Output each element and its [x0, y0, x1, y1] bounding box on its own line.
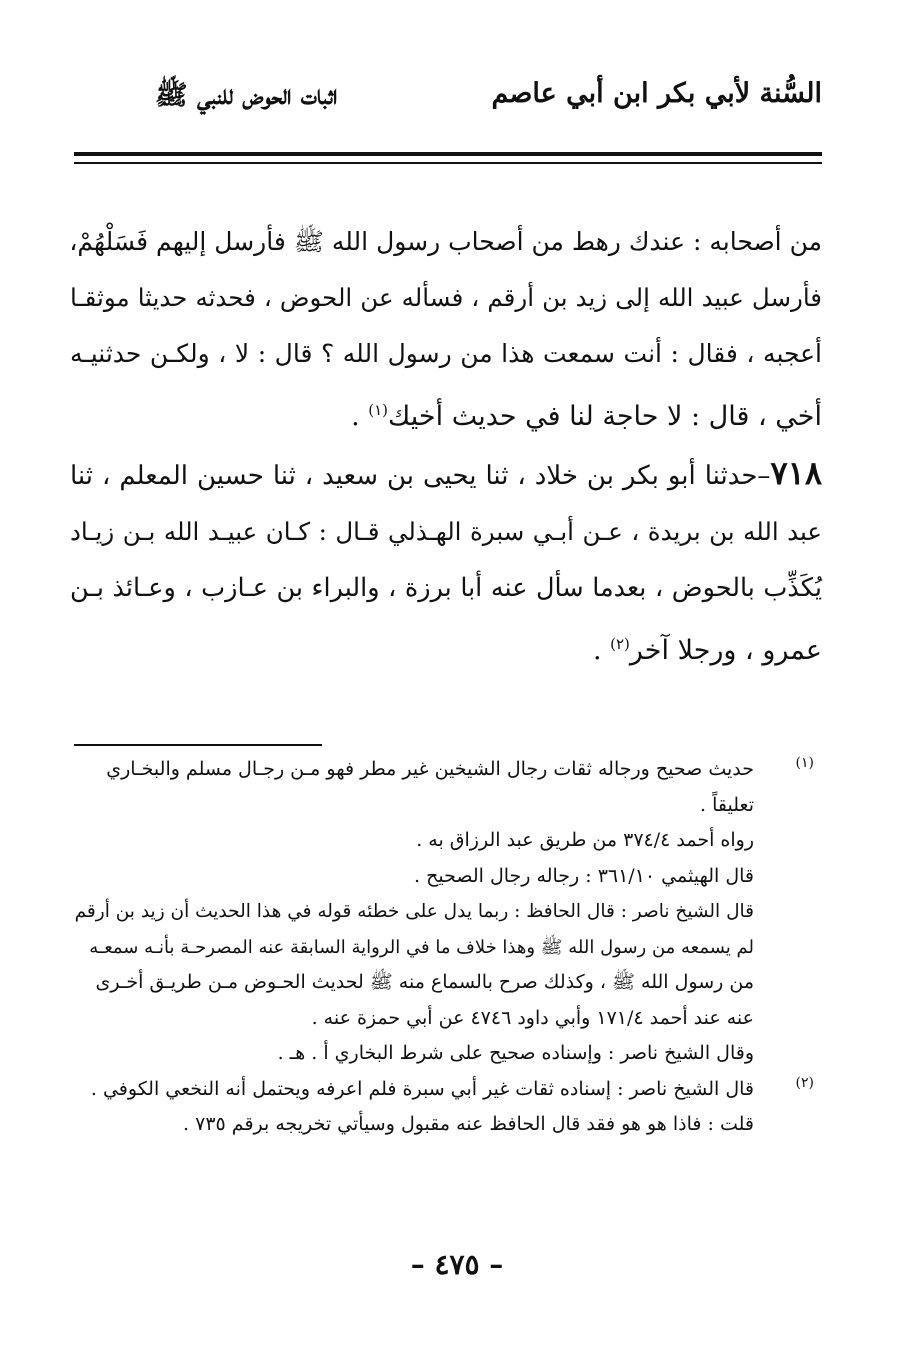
footnote-line: قلت : فاذا هو هو فقد قال الحافظ عنه مقبول وسيأتي تخريجه برقم ٧٣٥ . — [183, 1113, 754, 1135]
footnote-marker: (١) — [795, 755, 814, 771]
footnote-line: لم يسمعه من رسول الله ﷺ وهذا خلاف ما في الرواية السابقة عنه المصرحـة بأنـه سمعـه — [89, 936, 754, 958]
footnotes — [74, 752, 814, 1143]
footnote-line: من رسول الله ﷺ ، وكذلك صرح بالسماع منه ﷺ لحديث الحـوض مـن طريـق أخـرى — [95, 971, 754, 993]
footnote-separator — [74, 744, 322, 746]
text-line-content: أخي ، قال : لا حاجة لنا في حديث أخيك — [388, 401, 822, 432]
book-title: السُّنة لأبي بكر ابن أبي عاصم — [491, 78, 822, 109]
text-line: أعجبه ، فقال : أنت سمعت هذا من رسول الله ؟ قال : لا ، ولكـن حدثنيـه — [70, 339, 822, 368]
page-number: – ٤٧٥ – — [410, 1248, 504, 1281]
text-line: يُكَذِّب بالحوض ، بعدما سأل عنه أبا برزة ، والبراء بن عـازب ، وعـائذ بـن — [70, 573, 822, 603]
header-rule-thin — [74, 162, 822, 164]
text-line-content: –حدثنا أبو بكر بن خلاد ، ثنا يحيى بن سعيد ، ثنا حسين المعلم ، ثنا — [70, 461, 771, 491]
hadith-number: ٧١٨ — [770, 454, 822, 492]
chapter-title: اثبات الحوض للنبي ﷺ — [155, 80, 338, 111]
footnote-line: رواه أحمد ٣٧٤/٤ من طريق عبد الرزاق به . — [416, 829, 754, 851]
running-header — [70, 78, 822, 122]
footnote-2 — [74, 1072, 814, 1143]
header-rule-thick — [74, 152, 822, 156]
footnote-line: قال الشيخ ناصر : قال الحافظ : ربما يدل على خطئه قوله في هذا الحديث أن زيد بن أرقم — [74, 901, 754, 922]
footnote-line: تعليقاً . — [700, 793, 754, 816]
footnote-1 — [74, 752, 814, 1072]
sentence-end: . — [592, 635, 611, 666]
text-line-content: عمرو ، ورجلا آخر — [629, 635, 822, 666]
footnote-ref-2: (٢) — [610, 635, 630, 653]
sentence-end: . — [351, 401, 369, 432]
footnote-ref-1: (١) — [368, 401, 389, 419]
footnote-line: قال الشيخ ناصر : إسناده ثقات غير أبي سبرة فلم اعرفه ويحتمل أنه النخعي الكوفي . — [90, 1077, 754, 1100]
footnote-line: قال الهيثمي ٣٦١/١٠ : رجاله رجال الصحيح . — [414, 864, 754, 887]
main-text — [70, 214, 822, 679]
hadith-heading-line — [70, 445, 822, 504]
text-line: من أصحابه : عندك رهط من أصحاب رسول الله ﷺ فأرسل إليهم فَسَلْهُمْ، — [69, 227, 822, 256]
text-line — [70, 382, 822, 445]
footnote-line: وقال الشيخ ناصر : وإسناده صحيح على شرط البخاري أ . هـ . — [277, 1042, 754, 1064]
text-line — [70, 616, 822, 679]
footnote-line: عنه عند أحمد ١٧١/٤ وأبي داود ٤٧٤٦ عن أبي حمزة عنه . — [311, 1006, 754, 1029]
text-line: عبد الله بن بريدة ، عـن أبـي سبرة الهـذلي قـال : كـان عبيـد الله بـن زيـاد — [70, 517, 822, 546]
footnote-marker: (٢) — [795, 1074, 814, 1091]
footnote-line: حديث صحيح ورجاله ثقات رجال الشيخين غير مطر فهو مـن رجـال مسلم والبخـاري — [106, 758, 754, 780]
text-line: فأرسل عبيد الله إلى زيد بن أرقم ، فسأله عن الحوض ، فحدثه حديثا موثقـا — [70, 283, 822, 312]
